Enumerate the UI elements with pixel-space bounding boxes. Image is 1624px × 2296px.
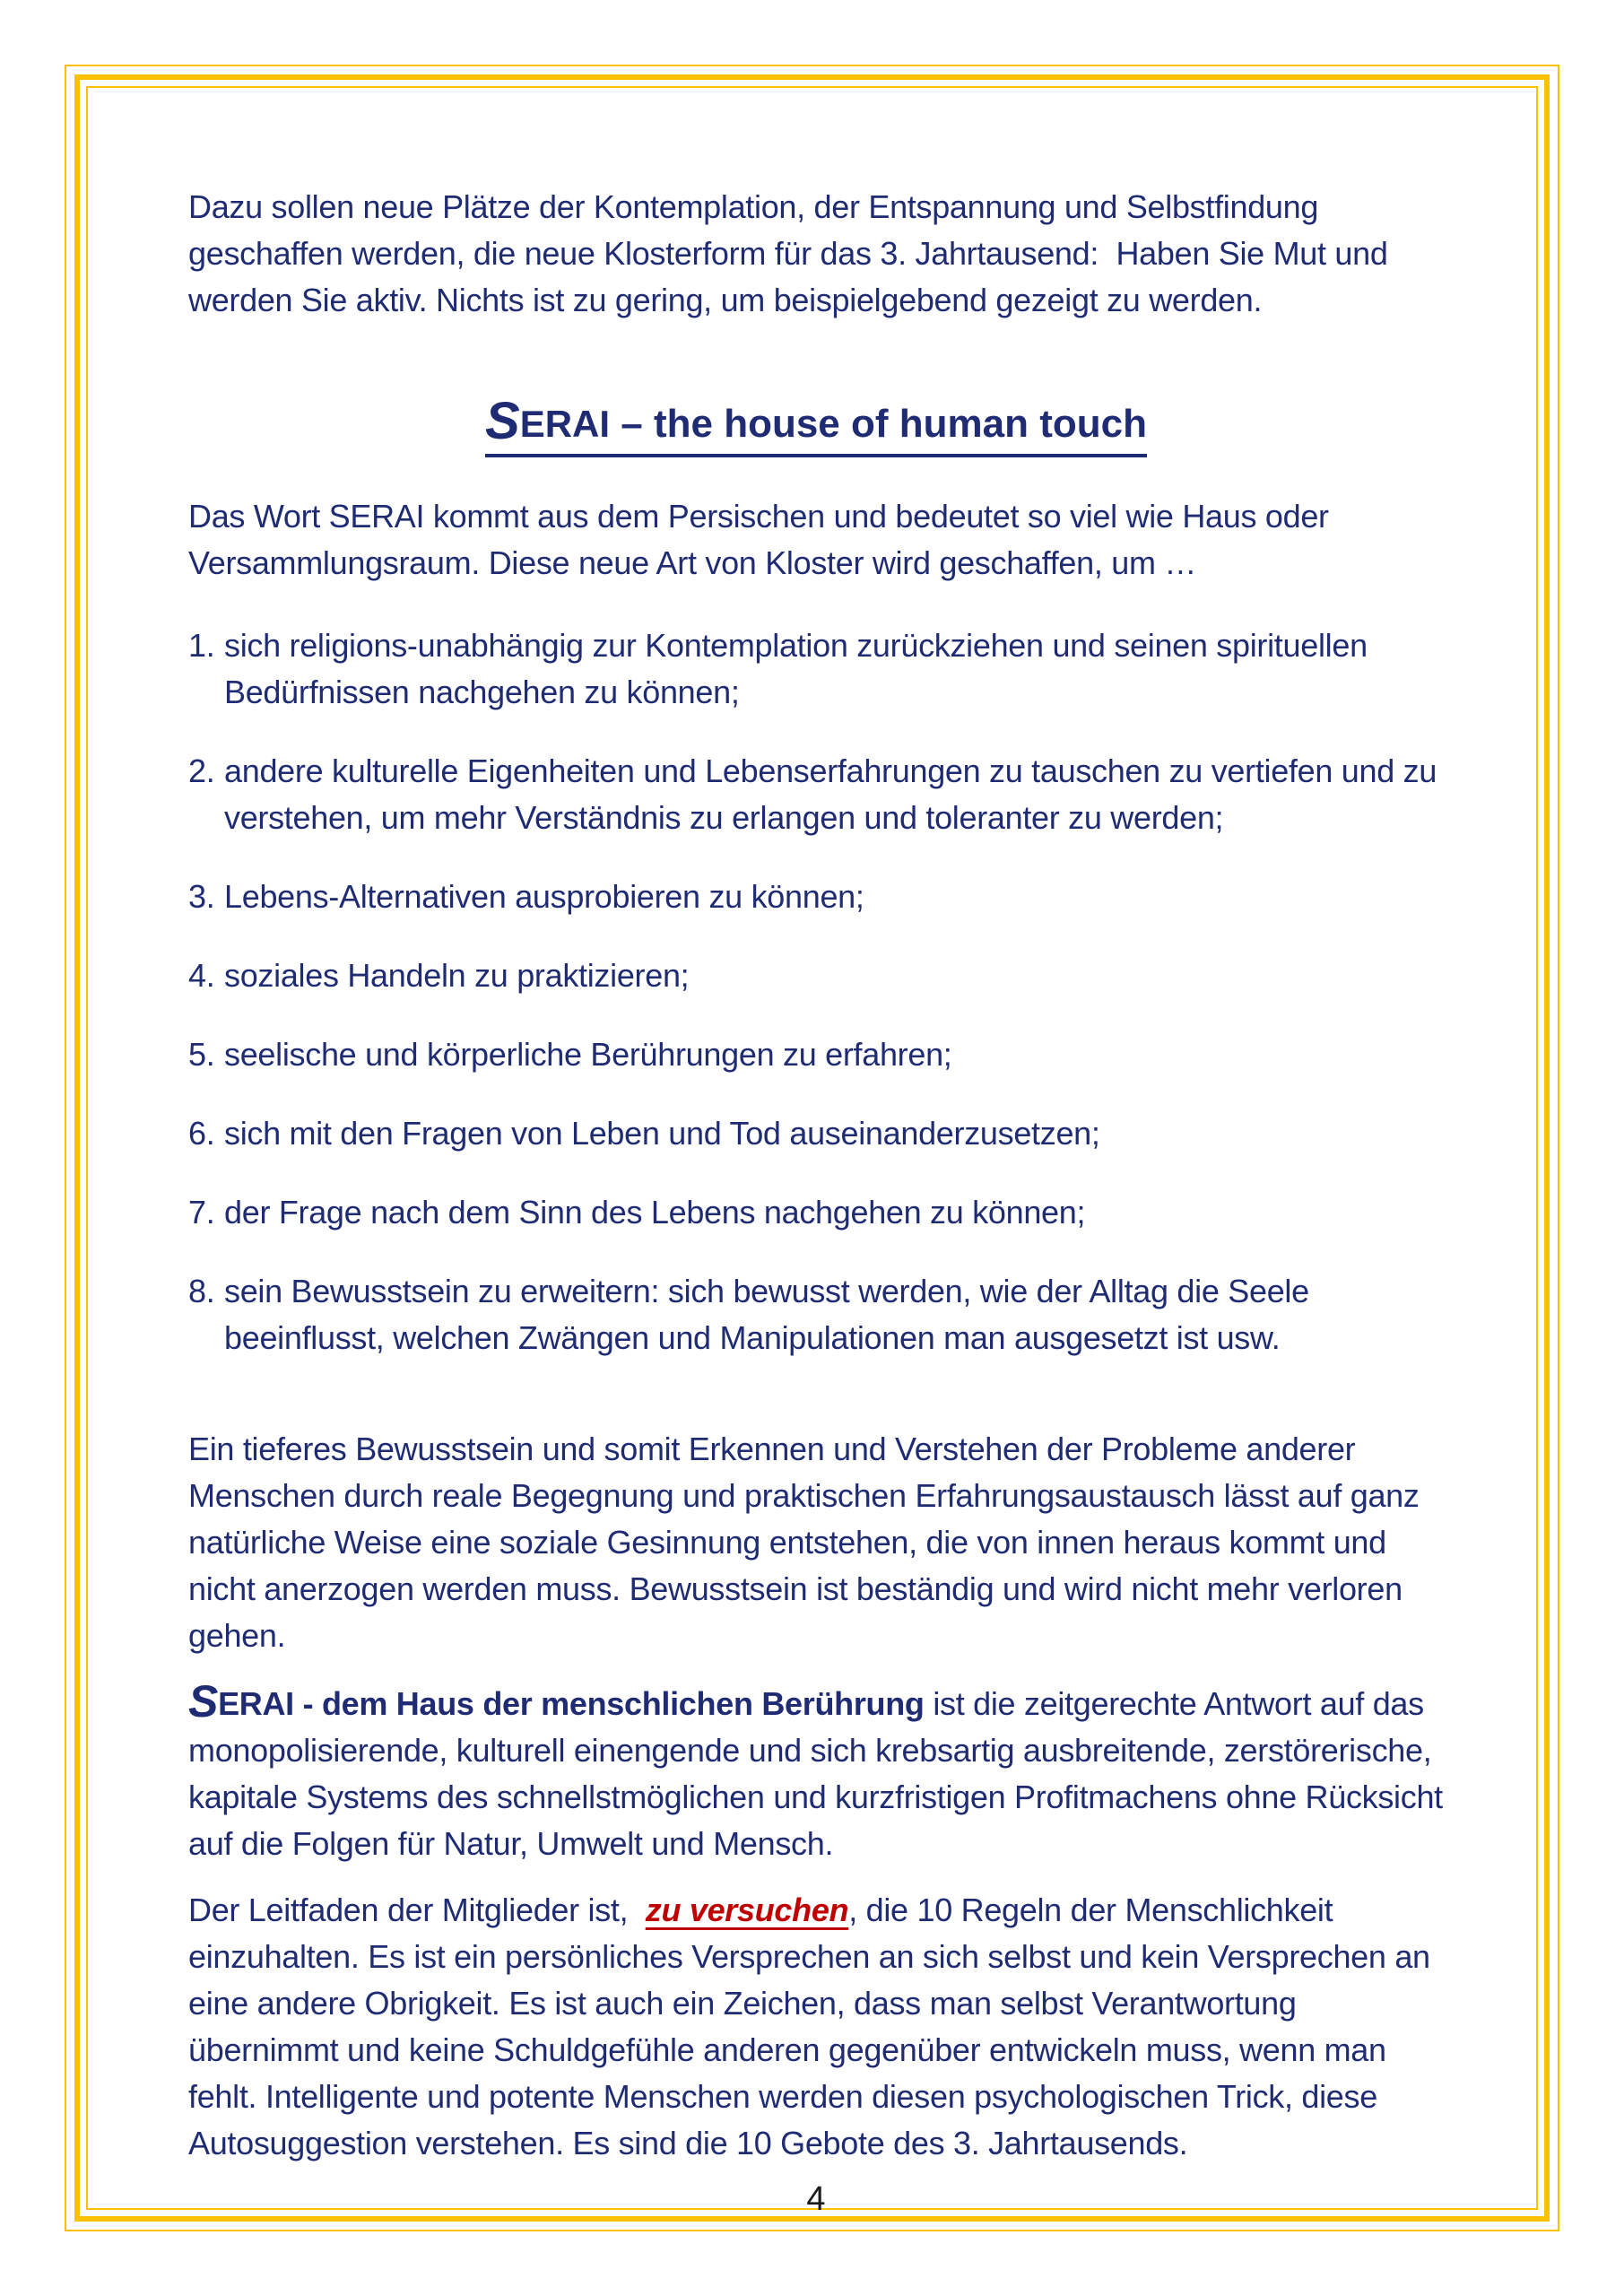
list-item-number: 3. — [188, 878, 215, 915]
list-item-text: der Frage nach dem Sinn des Lebens nachgehen zu können; — [224, 1194, 1086, 1231]
leitfaden-before: Der Leitfaden der Mitglieder ist, — [188, 1892, 646, 1928]
answer-caps: ERAI — [218, 1685, 294, 1722]
list-item-number: 2. — [188, 752, 215, 789]
answer-lead-cap: S — [188, 1676, 219, 1726]
list-item-number: 1. — [188, 627, 215, 664]
section-heading-text — [485, 392, 1147, 457]
list-item — [188, 1268, 1444, 1361]
leitfaden-highlight: zu versuchen — [645, 1892, 849, 1928]
answer-bold-rest: - dem Haus der menschlichen Berührung — [293, 1685, 925, 1722]
intro-paragraph: Dazu sollen neue Plätze der Kontemplation, der Entspannung und Selbstfindung geschaffen werden, die neue Klosterform für das 3. Jahrtausend: Haben Sie Mut und werden Sie aktiv. Nichts ist zu gering, um beispielgebend gezeigt zu werden. — [188, 188, 1388, 318]
list-item — [188, 622, 1444, 716]
list-item — [188, 952, 1444, 999]
page-number: 4 — [806, 2180, 826, 2218]
list-item-number: 4. — [188, 957, 215, 994]
heading-caps: ERAI — [519, 403, 611, 445]
list-item-number: 5. — [188, 1036, 215, 1073]
list-item-text: andere kulturelle Eigenheiten und Lebenserfahrungen zu tauschen zu vertiefen und zu verstehen, um mehr Verständnis zu erlangen und toleranter zu werden; — [224, 752, 1437, 836]
list-item-number: 8. — [188, 1273, 215, 1309]
list-item-text: Lebens-Alternativen ausprobieren zu können; — [224, 878, 864, 915]
numbered-list — [188, 622, 1444, 1361]
list-item — [188, 874, 1444, 920]
list-item — [188, 1110, 1444, 1157]
list-item-number: 7. — [188, 1194, 215, 1231]
serai-intro-paragraph: Das Wort SERAI kommt aus dem Persischen und bedeutet so viel wie Haus oder Versammlungsraum. Diese neue Art von Kloster wird geschaffen, um … — [188, 498, 1329, 581]
list-item — [188, 748, 1444, 841]
list-item-text: seelische und körperliche Berührungen zu erfahren; — [224, 1036, 952, 1073]
list-item-text: sich mit den Fragen von Leben und Tod auseinanderzusetzen; — [224, 1115, 1100, 1152]
list-item-text: soziales Handeln zu praktizieren; — [224, 957, 690, 994]
list-item-number: 6. — [188, 1115, 215, 1152]
list-item-text: sein Bewusstsein zu erweitern: sich bewusst werden, wie der Alltag die Seele beeinflusst, welchen Zwängen und Manipulationen man ausgesetzt ist usw. — [224, 1273, 1309, 1356]
heading-rest: – the house of human touch — [610, 402, 1147, 446]
leitfaden-paragraph — [188, 1887, 1444, 2167]
heading-lead-cap: S — [485, 392, 520, 450]
list-item — [188, 1031, 1444, 1078]
page-content — [188, 89, 1444, 2222]
list-item — [188, 1189, 1444, 1236]
serai-answer-paragraph — [188, 1676, 1444, 1867]
list-item-text: sich religions-unabhängig zur Kontemplation zurückziehen und seinen spirituellen Bedürfnissen nachgehen zu können; — [224, 627, 1368, 710]
answer-text: ist die zeitgerechte Antwort auf das monopolisierende, kulturell einengende und sich krebsartig ausbreitende, zerstörerische, kapitale Systems des schnellstmöglichen und kurzfristigen Profitmachens ohne Rücksicht auf die Folgen für Natur, Umwelt und Mensch. — [188, 1685, 1443, 1862]
awareness-paragraph: Ein tieferes Bewusstsein und somit Erkennen und Verstehen der Probleme anderer Menschen durch reale Begegnung und praktischen Erfahrungsaustausch lässt auf ganz natürliche Weise eine soziale Gesinnung entstehen, die von innen heraus kommt und nicht anerzogen werden muss. Bewusstsein ist beständig und wird nicht mehr verloren gehen. — [188, 1431, 1420, 1654]
leitfaden-after: , die 10 Regeln der Menschlichkeit einzuhalten. Es ist ein persönliches Versprechen an sich selbst und kein Versprechen an eine andere Obrigkeit. Es ist auch ein Zeichen, dass man selbst Verantwortung übernimmt und keine Schuldgefühle anderen gegenüber entwickeln muss, wenn man fehlt. Intelligente und potente Menschen werden diesen psychologischen Trick, diese Autosuggestion verstehen. Es sind die 10 Gebote des 3. Jahrtausends. — [188, 1892, 1430, 2161]
section-heading — [188, 392, 1444, 457]
